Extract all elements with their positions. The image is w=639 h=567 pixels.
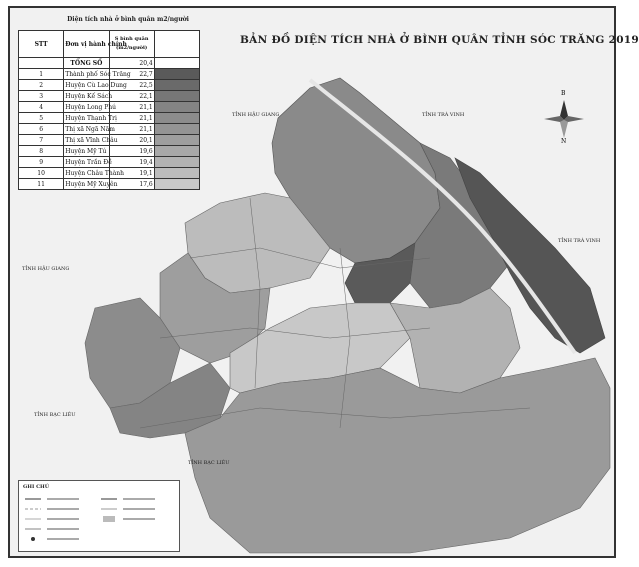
row-name: Huyện Trần Đề [65, 158, 112, 166]
row-swatch [154, 179, 199, 190]
row-name: Thành phố Sóc Trăng [65, 70, 131, 78]
row-value: 19,4 [109, 157, 154, 168]
row-stt: 4 [19, 102, 64, 113]
row-name: Huyện Mỹ Tú [64, 146, 109, 157]
row-value: 20,4 [109, 58, 154, 69]
row-name: Thị xã Ngã Năm [65, 125, 115, 133]
row-stt [19, 58, 64, 69]
row-value: 21,1 [109, 124, 154, 135]
row-stt: 7 [19, 135, 64, 146]
row-stt: 11 [19, 179, 64, 190]
row-stt: 10 [19, 168, 64, 179]
row-swatch [154, 80, 199, 91]
legend-title: GHI CHÚ [23, 484, 50, 490]
header-value: S bình quân (m2/người) [109, 31, 154, 58]
map-legend [18, 480, 180, 552]
table-caption: Diện tích nhà ở bình quân m2/người [67, 16, 189, 23]
table-row [19, 58, 200, 69]
header-swatch [154, 31, 199, 58]
compass-south: N [561, 138, 567, 145]
place-label-bac-lieu-left: TỈNH BẠC LIÊU [34, 412, 76, 418]
row-stt: 5 [19, 113, 64, 124]
row-stt: 8 [19, 146, 64, 157]
table-row [19, 179, 200, 190]
table-row [19, 80, 200, 91]
header-stt: STT [19, 31, 64, 58]
row-name: Huyện Long Phú [65, 103, 117, 111]
row-swatch [154, 113, 199, 124]
row-value: 17,6 [109, 179, 154, 190]
table-row [19, 157, 200, 168]
row-value: 22,1 [109, 91, 154, 102]
row-name: Huyện Thạnh Trị [65, 114, 117, 122]
place-label-hau-giang-left: TỈNH HẬU GIANG [22, 266, 70, 272]
table-header-row [19, 31, 200, 58]
row-swatch [154, 135, 199, 146]
place-label-tra-vinh-right: TỈNH TRÀ VINH [558, 238, 601, 244]
row-value: 19,6 [109, 146, 154, 157]
row-stt: 9 [19, 157, 64, 168]
row-swatch [154, 124, 199, 135]
table-row [19, 69, 200, 80]
table-row [19, 135, 200, 146]
table-row [19, 102, 200, 113]
row-value: 21,1 [109, 102, 154, 113]
table-row [19, 113, 200, 124]
map-frame [8, 6, 639, 558]
row-stt: 6 [19, 124, 64, 135]
table-row [19, 168, 200, 179]
row-value: 22,5 [109, 80, 154, 91]
statistics-table [18, 30, 200, 190]
table-row [19, 124, 200, 135]
compass-rose [542, 90, 586, 148]
row-swatch [154, 69, 199, 80]
place-label-bac-lieu-bottom: TỈNH BẠC LIÊU [188, 460, 230, 466]
row-name: Huyện Kế Sách [65, 92, 113, 100]
row-stt: 3 [19, 91, 64, 102]
row-value: 20,1 [109, 135, 154, 146]
row-name: Huyện Châu Thành [65, 169, 125, 177]
row-value: 22,7 [109, 69, 154, 80]
row-swatch [154, 146, 199, 157]
row-swatch [154, 157, 199, 168]
row-name: Huyện Mỹ Xuyên [65, 180, 118, 188]
place-label-hau-giang-top: TỈNH HẬU GIANG [232, 112, 280, 118]
place-label-tra-vinh-top: TỈNH TRÀ VINH [422, 112, 465, 118]
row-value: 21,1 [109, 113, 154, 124]
table-row [19, 146, 200, 157]
district-tran-de [390, 288, 520, 393]
row-stt: 1 [19, 69, 64, 80]
row-name: Thị xã Vĩnh Châu [65, 136, 118, 144]
row-swatch [154, 168, 199, 179]
row-swatch [154, 58, 199, 69]
row-stt: 2 [19, 80, 64, 91]
table-row [19, 91, 200, 102]
map-title: BẢN ĐỒ DIỆN TÍCH NHÀ Ở BÌNH QUÂN TỈNH SÓC TRĂNG 2019 [240, 34, 639, 46]
compass-north: B [561, 90, 566, 97]
row-swatch [154, 91, 199, 102]
header-unit: Đơn vị hành chính [64, 31, 109, 58]
row-value: 19,1 [109, 168, 154, 179]
row-swatch [154, 102, 199, 113]
row-name: TỔNG SỐ [64, 58, 109, 69]
row-name: Huyện Cù Lao Dung [65, 81, 127, 89]
